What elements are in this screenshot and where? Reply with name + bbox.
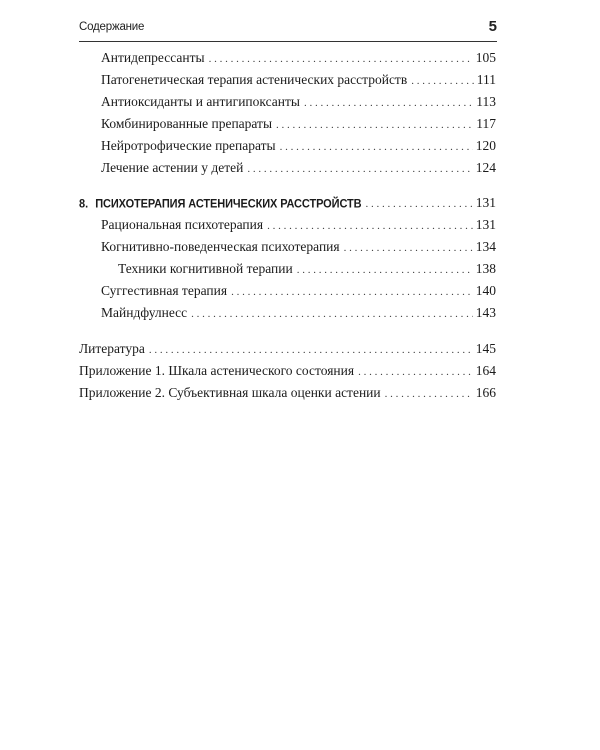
toc-entry-page: 166	[475, 385, 496, 400]
toc-entry	[101, 160, 496, 178]
toc-dot-leader	[358, 366, 473, 378]
toc-entry-title: Приложение 2. Субъективная шкала оценки астении	[79, 385, 381, 400]
toc-entry-page: 131	[475, 195, 496, 210]
toc-dot-leader	[209, 53, 473, 65]
toc-entry	[101, 239, 496, 257]
toc-entry	[101, 50, 496, 68]
toc-entry	[101, 217, 496, 235]
toc-dot-leader	[231, 286, 473, 298]
toc-entry	[101, 72, 496, 90]
toc-dot-leader	[385, 388, 473, 400]
toc-entry-page: 120	[475, 138, 496, 153]
running-header	[79, 18, 497, 40]
toc-entry-title: Рациональная психотерапия	[101, 217, 264, 232]
toc-dot-leader	[297, 264, 473, 276]
toc-chapter-number: 8.	[79, 197, 89, 211]
toc-dot-leader	[149, 344, 473, 356]
toc-entry-title: Лечение астении у детей	[101, 160, 244, 175]
toc-entry-title: Комбинированные препараты	[101, 116, 273, 131]
toc-entry-title: Антидепрессанты	[101, 50, 205, 65]
toc-subentry	[118, 261, 496, 279]
toc-dot-leader	[304, 97, 473, 109]
header-rule	[79, 41, 497, 42]
toc-entry-page: 143	[475, 305, 496, 320]
toc-entry	[101, 138, 496, 156]
toc-entry-page: 117	[476, 116, 496, 131]
header-section-label: Содержание	[79, 21, 145, 33]
toc-dot-leader	[276, 119, 473, 131]
toc-entry-page: 134	[475, 239, 496, 254]
header-page-number: 5	[488, 18, 497, 35]
toc-entry	[101, 116, 496, 134]
toc-dot-leader	[247, 163, 472, 175]
toc-entry-title: Нейротрофические препараты	[101, 138, 276, 153]
toc-chapter-heading	[79, 195, 496, 213]
toc-entry-page: 145	[475, 341, 496, 356]
toc-entry-page: 138	[475, 261, 496, 276]
toc-entry-page: 140	[475, 283, 496, 298]
toc-dot-leader	[411, 75, 474, 87]
toc-entry-page: 113	[476, 94, 496, 109]
toc-backmatter-entry	[79, 385, 496, 403]
toc-dot-leader	[191, 308, 473, 320]
toc-entry-page: 131	[475, 217, 496, 232]
toc-entry-page: 124	[475, 160, 496, 175]
toc-dot-leader	[267, 220, 473, 232]
toc-entry-title: Когнитивно-поведенческая психотерапия	[101, 239, 340, 254]
toc-entry-title: Антиоксиданты и антигипоксанты	[101, 94, 300, 109]
toc-dot-leader	[365, 198, 472, 210]
toc-dot-leader	[280, 141, 473, 153]
toc-entry	[101, 94, 496, 112]
toc-entry-title: Суггестивная терапия	[101, 283, 228, 298]
toc-entry	[101, 305, 496, 323]
toc-backmatter-entry	[79, 363, 496, 381]
toc-chapter-title: ПСИХОТЕРАПИЯ АСТЕНИЧЕСКИХ РАССТРОЙСТВ	[95, 197, 362, 211]
toc-dot-leader	[344, 242, 473, 254]
toc-entry-title: Патогенетическая терапия астенических расстройств	[101, 72, 408, 87]
toc-entry-title: Майндфулнесс	[101, 305, 188, 320]
toc-backmatter-entry	[79, 341, 496, 359]
toc-entry-title: Техники когнитивной терапии	[118, 261, 293, 276]
toc-entry-title: Литература	[79, 341, 145, 356]
toc-entry-page: 111	[476, 72, 496, 87]
toc-entry-page: 105	[475, 50, 496, 65]
toc-entry	[101, 283, 496, 301]
toc-entry-page: 164	[475, 363, 496, 378]
toc-entry-title: Приложение 1. Шкала астенического состояния	[79, 363, 355, 378]
